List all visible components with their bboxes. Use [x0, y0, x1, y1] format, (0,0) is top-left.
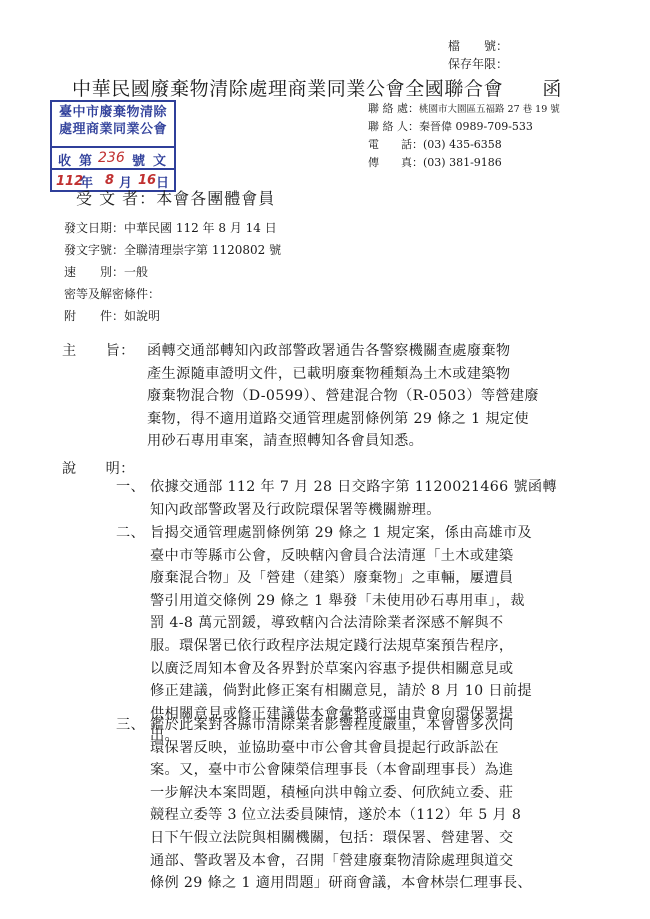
contact-phone-label: 電 話：: [368, 138, 423, 151]
recipient-label: 受 文 者：: [76, 189, 157, 208]
contact-fax-row: [368, 156, 502, 170]
subject-line: 用砂石專用車案，請查照轉知各會員知悉。: [147, 433, 424, 450]
receipt-stamp: [50, 100, 176, 192]
explanation-line: 條例 29 條之 1 適用問題」研商會議，本會林崇仁理事長、: [150, 875, 532, 892]
speed-value: 一般: [124, 265, 149, 279]
subject-text: [147, 340, 539, 453]
explanation-line: 服。環保署已依行政程序法規定踐行法規草案預告程序，: [150, 637, 514, 654]
explanation-line: 廢棄混合物」及「營建（建築）廢棄物」之車輛，屢遭員: [150, 570, 514, 587]
contact-phone: (03) 435-6358: [423, 138, 502, 151]
issue-date-label: 發文日期：: [64, 221, 125, 235]
stamp-org-line-2: 處理商業同業公會: [58, 122, 167, 137]
explanation-line: 臺中市等縣市公會，反映轄內會員合法清運「土木或建築: [150, 547, 514, 564]
secret-label: 密等及解密條件：: [64, 287, 161, 301]
attachment-value: 如說明: [124, 309, 161, 323]
speed-row: [64, 264, 148, 281]
explanation-line: 一步解決本案問題，積極向洪申翰立委、何欣純立委、莊: [150, 784, 514, 801]
explanation-line: 通部、警政署及本會，召開「營建廢棄物清除處理與道交: [150, 852, 514, 869]
explanation-line: 知內政部警政署及行政院環保署等機關辦理。: [150, 501, 441, 518]
explanation-item-1: [150, 476, 557, 521]
attachment-label: 附 件：: [64, 309, 125, 323]
explanation-line: 以廣泛周知本會及各界對於草案內容惠予提供相關意見或: [150, 660, 514, 677]
stamp-receipt-row: 收 第 236 號 文: [52, 146, 174, 170]
subject-label: 主 旨：: [62, 343, 135, 359]
contact-address: 桃園市大園區五福路 27 巷 19 號: [419, 104, 560, 115]
stamp-org-line-1: 臺中市廢棄物清除: [58, 105, 167, 120]
issue-date-row: [64, 220, 277, 237]
contact-address-label: 聯 絡 處：: [368, 102, 419, 115]
contact-phone-row: [368, 138, 502, 152]
explanation-line: 旨揭交通管理處罰條例第 29 條之 1 規定案，係由高雄市及: [150, 525, 532, 541]
issue-number-label: 發文字號：: [64, 243, 125, 257]
explanation-item-2-number: 二、: [116, 525, 146, 541]
retention-label: 保存年限：: [448, 57, 509, 71]
contact-person-label: 聯 絡 人：: [368, 120, 419, 133]
speed-label: 速 別：: [64, 265, 125, 279]
explanation-line: 鑑於此案對各縣市清除業者影響程度嚴重，本會曾多次向: [150, 717, 514, 733]
stamp-date-year: 112: [56, 174, 84, 189]
contact-person-row: [368, 120, 533, 134]
recipient-row: [76, 186, 275, 209]
explanation-line: 供相關意見或修正建議供本會彙整或逕由貴會向環保署提: [150, 705, 514, 722]
explanation-line: 案。又，臺中市公會陳榮信理事長（本會副理事長）為進: [150, 762, 514, 779]
explanation-item-3-number: 三、: [116, 717, 146, 733]
contact-fax-label: 傳 真：: [368, 156, 423, 169]
issue-number-value: 全聯清理崇字第 1120802 號: [124, 243, 282, 257]
explanation-line: 罰 4-8 萬元罰鍰，導致轄內合法清除業者深感不解與不: [150, 615, 504, 632]
explanation-line: 環保署反映，並協助臺中市公會其會員提起行政訴訟在: [150, 739, 499, 756]
subject-line: 棄物，得不適用道路交通管理處罰條例第 29 條之 1 規定使: [147, 410, 529, 427]
recipient-value: 本會各團體會員: [156, 189, 276, 208]
explanation-line: 警引用道交條例 29 條之 1 舉發「未使用砂石專用車」，裁: [150, 592, 525, 609]
attachment-row: [64, 308, 160, 325]
contact-person: 秦晉偉 0989-709-533: [419, 120, 533, 133]
stamp-receipt-number: 236: [98, 150, 125, 166]
subject-line: 函轉交通部轉知內政部警政署通告各警察機關查處廢棄物: [147, 343, 511, 359]
subject-line: 廢棄物混合物（D-0599）、營建混合物（R-0503）等營建廢: [147, 388, 539, 405]
contact-address-row: [368, 102, 560, 117]
explanation-line: 依據交通部 112 年 7 月 28 日交路字第 1120021466 號函轉: [150, 479, 557, 495]
stamp-date-day: 16: [138, 173, 157, 188]
contact-fax: (03) 381-9186: [423, 156, 502, 169]
explanation-label: 說 明：: [62, 461, 135, 477]
explanation-item-1-number: 一、: [116, 479, 146, 495]
document-title: 中華民國廢棄物清除處理商業同業公會全國聯合會 函: [72, 78, 563, 100]
explanation-line: 日下午假立法院與相關機關，包括：環保署、營建署、交: [150, 829, 514, 846]
explanation-item-3: [150, 714, 532, 895]
issue-date-value: 中華民國 112 年 8 月 14 日: [124, 221, 277, 235]
subject-line: 產生源隨車證明文件，已載明廢棄物種類為土木或建築物: [147, 365, 511, 382]
issue-number-row: [64, 242, 281, 259]
stamp-date-row: 112 年 8 月 16 日: [52, 168, 174, 192]
explanation-line: 競程立委等 3 位立法委員陳情，遂於本（112）年 5 月 8: [150, 807, 522, 824]
explanation-line: 修正建議，倘對此修正案有相關意見，請於 8 月 10 日前提: [150, 683, 532, 700]
file-number-label: 檔 號：: [448, 39, 509, 53]
explanation-line: 出。: [150, 728, 180, 745]
secret-row: [64, 286, 160, 303]
stamp-date-month: 8: [105, 173, 115, 188]
